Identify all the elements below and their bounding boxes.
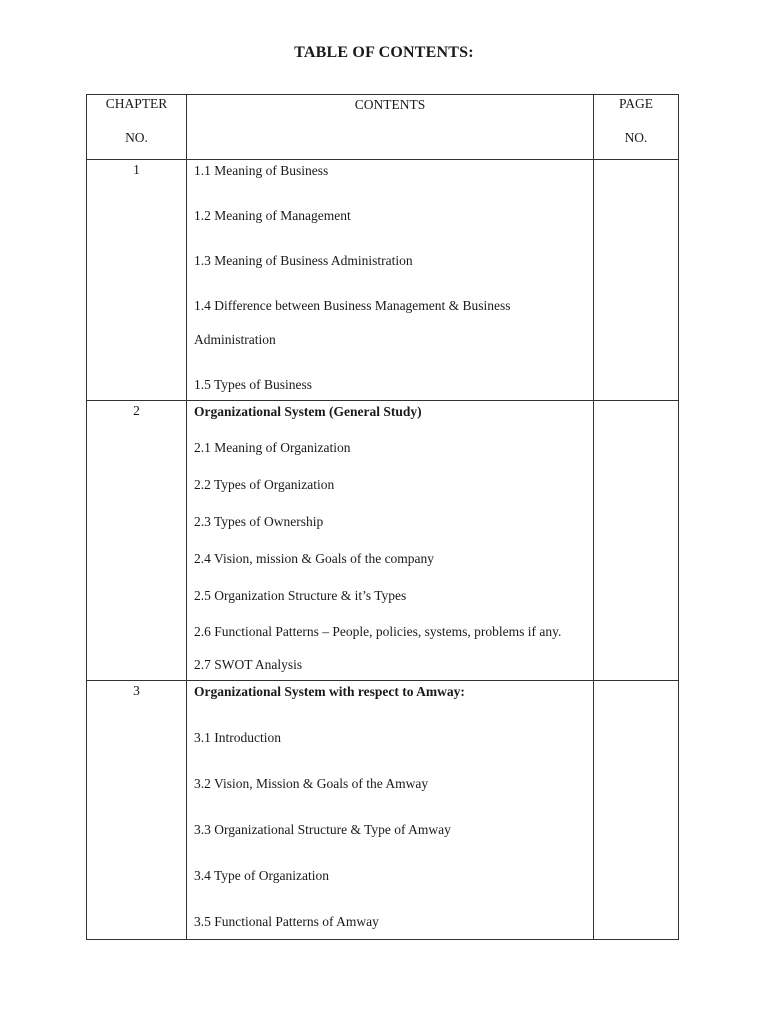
list-item: 1.4 Difference between Business Management & Business Administration xyxy=(194,298,511,347)
chapter-number: 1 xyxy=(87,160,187,401)
list-item: 2.5 Organization Structure & it’s Types xyxy=(194,588,407,603)
list-item: 3.2 Vision, Mission & Goals of the Amway xyxy=(194,776,429,791)
chapter-number: 3 xyxy=(87,681,187,940)
chapter-contents xyxy=(187,401,594,681)
contents-header: CONTENTS xyxy=(187,95,594,160)
list-item: 1.1 Meaning of Business xyxy=(194,163,329,178)
table-row xyxy=(87,681,679,940)
page-no-header xyxy=(594,95,679,160)
chapter-contents xyxy=(187,681,594,940)
list-item: 1.5 Types of Business xyxy=(194,377,313,392)
page-number xyxy=(594,401,679,681)
chapter-number: 2 xyxy=(87,401,187,681)
list-item: 3.3 Organizational Structure & Type of Amway xyxy=(194,822,451,837)
page-number xyxy=(594,681,679,940)
list-item: 1.3 Meaning of Business Administration xyxy=(194,253,413,268)
list-item: 2.1 Meaning of Organization xyxy=(194,440,351,455)
toc-header-row xyxy=(87,95,679,160)
list-item: 2.2 Types of Organization xyxy=(194,477,335,492)
page-title: TABLE OF CONTENTS: xyxy=(294,44,474,61)
page-header-line1: PAGE xyxy=(618,96,653,111)
list-item: 2.4 Vision, mission & Goals of the company xyxy=(194,551,435,566)
table-row xyxy=(87,401,679,681)
list-item: 1.2 Meaning of Management xyxy=(194,208,351,223)
list-item: 3.4 Type of Organization xyxy=(194,868,330,883)
toc-table xyxy=(86,94,679,940)
table-row xyxy=(87,160,679,401)
chapter-heading: Organizational System with respect to Amway: xyxy=(194,684,465,699)
list-item: 3.5 Functional Patterns of Amway xyxy=(194,914,379,929)
chapter-header-line1: CHAPTER xyxy=(105,96,168,111)
list-item: 2.7 SWOT Analysis xyxy=(194,657,303,672)
page-header-line2: NO. xyxy=(624,130,648,145)
chapter-heading: Organizational System (General Study) xyxy=(194,404,422,419)
page-number xyxy=(594,160,679,401)
list-item: 2.6 Functional Patterns – People, policies, systems, problems if any. xyxy=(194,624,562,639)
list-item: 2.3 Types of Ownership xyxy=(194,514,324,529)
chapter-no-header xyxy=(87,95,187,160)
chapter-header-line2: NO. xyxy=(125,130,148,145)
list-item: 3.1 Introduction xyxy=(194,730,281,745)
chapter-contents xyxy=(187,160,594,401)
